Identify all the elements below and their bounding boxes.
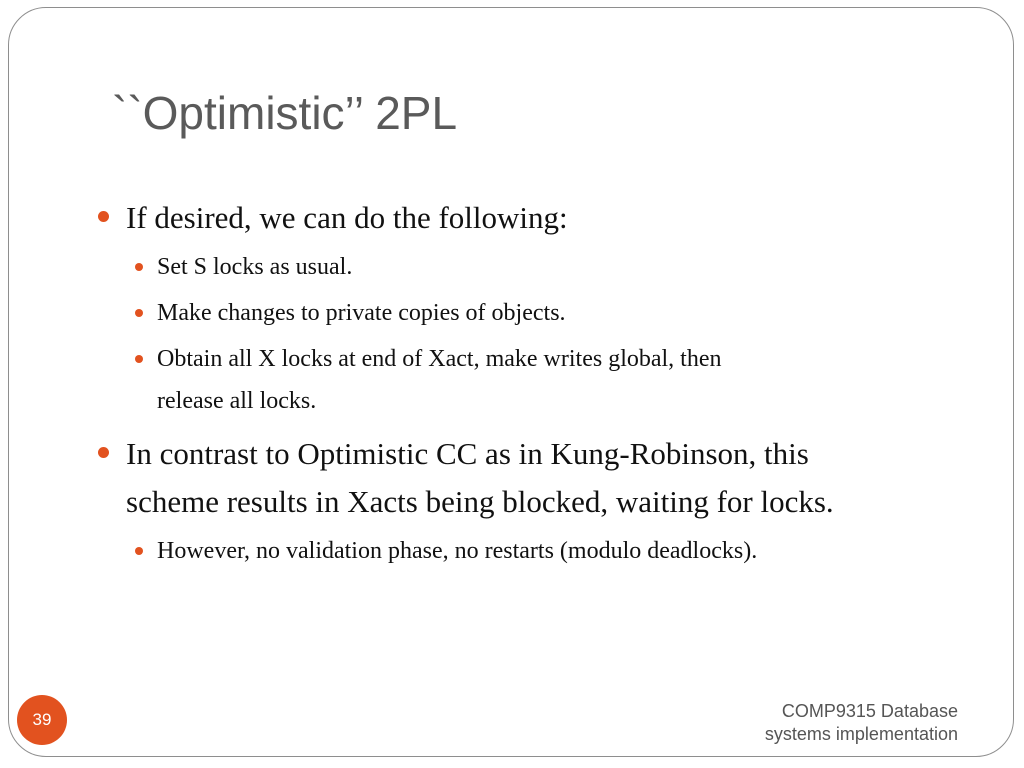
slide-title: ``Optimistic’’ 2PL [112, 87, 458, 139]
footer-line2: systems implementation [764, 724, 958, 744]
sub-bullet-text: Set S locks as usual. [157, 254, 353, 280]
footer-line1: COMP9315 Database [781, 701, 958, 721]
bullet-marker [98, 447, 109, 458]
sub-bullet-text: Make changes to private copies of objects. [157, 300, 566, 326]
bullet-marker [98, 211, 109, 222]
bullet-text-line1: In contrast to Optimistic CC as in Kung-Robinson, this [126, 436, 809, 471]
sub-bullet-marker [135, 263, 143, 271]
sub-bullet-marker [135, 547, 143, 555]
sub-bullet-marker [135, 309, 143, 317]
sub-bullet-text-line1: Obtain all X locks at end of Xact, make writes global, then [157, 346, 722, 372]
page-number-badge: 39 [17, 695, 67, 745]
footer [765, 700, 958, 746]
bullet-text: If desired, we can do the following: [126, 200, 568, 235]
sub-bullet-text: However, no validation phase, no restarts (modulo deadlocks). [157, 538, 758, 564]
bullet-text-line2: scheme results in Xacts being blocked, waiting for locks. [126, 484, 834, 519]
sub-bullet-text-line2: release all locks. [157, 388, 317, 414]
sub-bullet-marker [135, 355, 143, 363]
